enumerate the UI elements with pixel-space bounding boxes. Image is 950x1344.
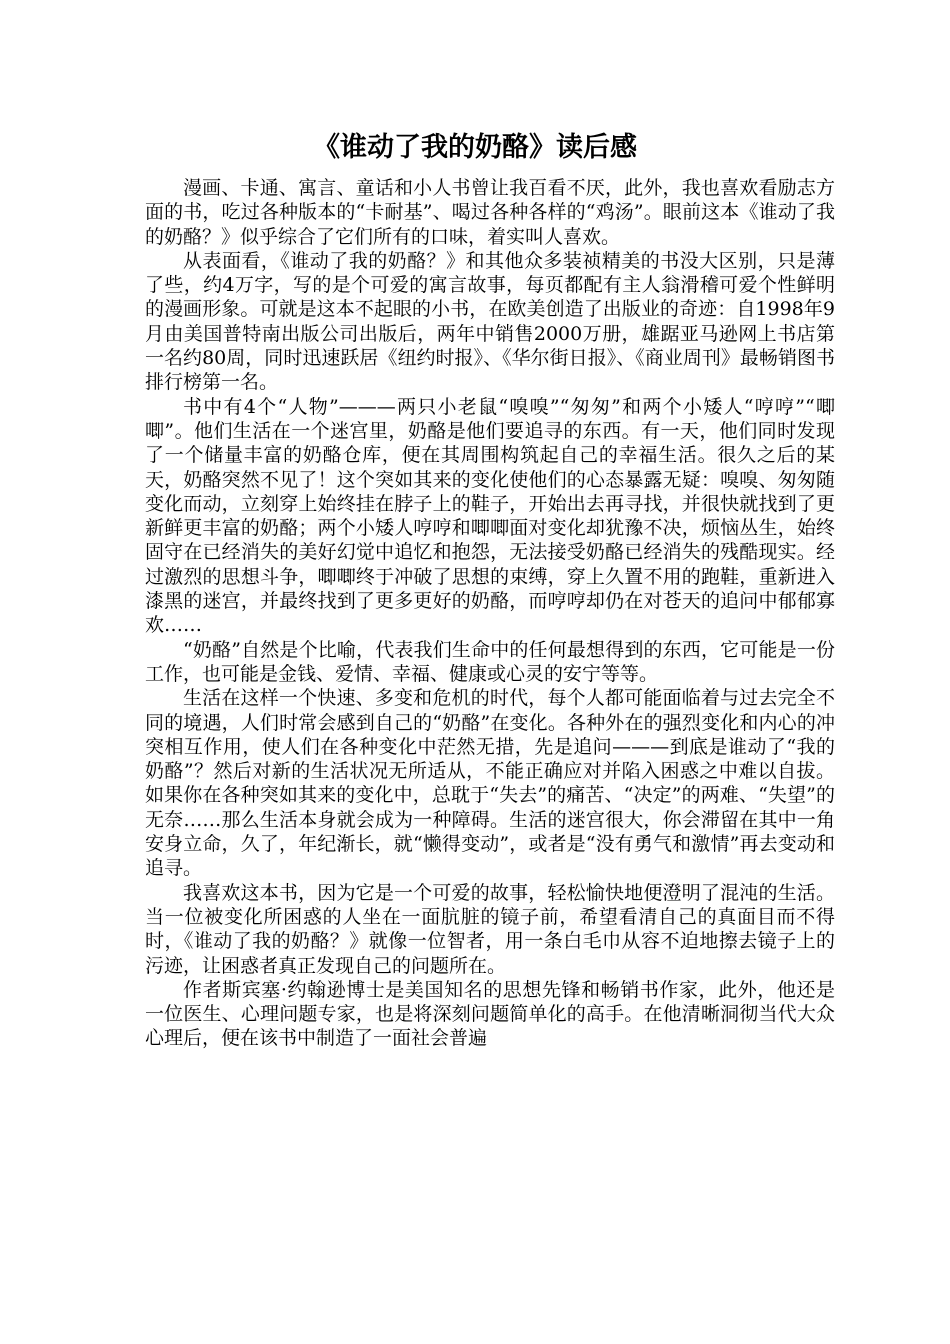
paragraph: 生活在这样一个快速、多变和危机的时代，每个人都可能面临着与过去完全不同的境遇，人们时常会感到自己的“奶酪”在变化。各种外在的强烈变化和内心的冲突相互作用，使人们在各种变化中茫然无措，先是追问———到底是谁动了“我的奶酪”？然后对新的生活状况无所适从，不能正确应对并陷入困惑之中难以自拔。如果你在各种突如其来的变化中，总耽于“失去”的痛苦、“决定”的两难、“失望”的无奈……那么生活本身就会成为一种障碍。生活的迷宫很大，你会滞留在其中一角安身立命，久了，年纪渐长，就“懒得变动”，或者是“没有勇气和激情”再去变动和追寻。: [145, 687, 835, 880]
paragraph: “奶酪”自然是个比喻，代表我们生命中的任何最想得到的东西，它可能是一份工作，也可能是金钱、爱情、幸福、健康或心灵的安宁等等。: [145, 638, 835, 685]
paragraph: 漫画、卡通、寓言、童话和小人书曾让我百看不厌，此外，我也喜欢看励志方面的书，吃过各种版本的“卡耐基”、喝过各种各样的“鸡汤”。眼前这本《谁动了我的奶酪？》似乎综合了它们所有的口味，着实叫人喜欢。: [145, 177, 835, 248]
paragraph: 书中有4个“人物”———两只小老鼠“嗅嗅”“匆匆”和两个小矮人“哼哼”“唧唧”。他们生活在一个迷宫里，奶酪是他们要追寻的东西。有一天，他们同时发现了一个储量丰富的奶酪仓库，便在其周围构筑起自己的幸福生活。很久之后的某天，奶酪突然不见了！这个突如其来的变化使他们的心态暴露无疑：嗅嗅、匆匆随变化而动，立刻穿上始终挂在脖子上的鞋子，开始出去再寻找，并很快就找到了更新鲜更丰富的奶酪；两个小矮人哼哼和唧唧面对变化却犹豫不决，烦恼丛生，始终固守在已经消失的美好幻觉中追忆和抱怨，无法接受奶酪已经消失的残酷现实。经过激烈的思想斗争，唧唧终于冲破了思想的束缚，穿上久置不用的跑鞋，重新进入漆黑的迷宫，并最终找到了更多更好的奶酪，而哼哼却仍在对苍天的追问中郁郁寡欢……: [145, 395, 835, 637]
paragraph: 从表面看，《谁动了我的奶酪？》和其他众多装祯精美的书没大区别，只是薄了些，约4万字，写的是个可爱的寓言故事，每页都配有主人翁滑稽可爱个性鲜明的漫画形象。可就是这本不起眼的小书，在欧美创造了出版业的奇迹：自1998年9月由美国普特南出版公司出版后，两年中销售2000万册，雄踞亚马逊网上书店第一名约80周，同时迅速跃居《纽约时报》、《华尔街日报》、《商业周刊》最畅销图书排行榜第一名。: [145, 249, 835, 394]
paragraph: 作者斯宾塞·约翰逊博士是美国知名的思想先锋和畅销书作家，此外，他还是一位医生、心理问题专家，也是将深刻问题简单化的高手。在他清晰洞彻当代大众心理后，便在该书中制造了一面社会普遍: [145, 978, 835, 1050]
document-title: 《谁动了我的奶酪》读后感: [313, 132, 637, 163]
paragraph: 我喜欢这本书，因为它是一个可爱的故事，轻松愉快地便澄明了混沌的生活。当一位被变化所困惑的人坐在一面肮脏的镜子前，希望看清自己的真面目而不得时，《谁动了我的奶酪？》就像一位智者，用一条白毛巾从容不迫地擦去镜子上的污迹，让困惑者真正发现自己的问题所在。: [145, 881, 835, 977]
document-body: [145, 176, 835, 1051]
